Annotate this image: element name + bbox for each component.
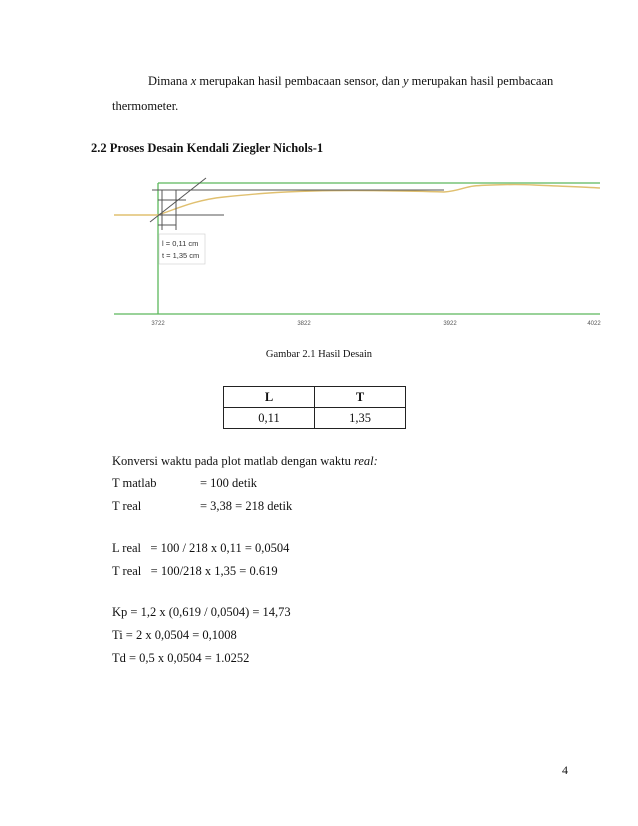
var-y: y [402,74,409,88]
annotation-t: t = 1,35 cm [162,251,200,260]
pid-line: Kp = 1,2 x (0,619 / 0,0504) = 14,73 [112,605,291,619]
lt-table [223,386,406,429]
intro-text: Dimana [148,74,191,88]
intro-text-post: merupakan hasil pembacaan [408,74,554,88]
response-chart [114,170,602,330]
conversion-row [112,476,257,491]
intro-text-mid: merupakan hasil pembacaan sensor, dan [196,74,403,88]
response-curve [158,185,600,215]
conversion-intro-text: Konversi waktu pada plot matlab dengan waktu [112,454,354,468]
calc-line: T real = 100/218 x 1,35 = 0.619 [112,564,278,578]
intro-line-1 [148,74,553,89]
var-x: x [190,74,197,88]
conversion-row [112,499,292,514]
pid-line: Td = 0,5 x 0,0504 = 1.0252 [112,651,250,665]
x-tick: 3922 [443,321,457,327]
table-header-t: T [315,387,406,408]
table-header-l: L [224,387,315,408]
conversion-intro-italic: real: [353,454,378,468]
conversion-value: = 3,38 = 218 detik [200,499,293,513]
table-cell-t: 1,35 [315,408,406,429]
x-tick: 3822 [297,321,311,327]
page-number: 4 [562,763,568,777]
intro-line-2: thermometer. [112,99,179,113]
section-heading: 2.2 Proses Desain Kendali Ziegler Nichols-1 [91,141,324,155]
conversion-label: T matlab [112,476,157,490]
annotation-l: l = 0,11 cm [162,239,199,248]
pid-line: Ti = 2 x 0,0504 = 0,1008 [112,628,237,642]
conversion-intro [112,454,378,469]
calc-line: L real = 100 / 218 x 0,11 = 0,0504 [112,541,290,555]
conversion-value: = 100 detik [200,476,258,490]
x-tick: 4022 [587,321,601,327]
figure-caption: Gambar 2.1 Hasil Desain [265,349,373,360]
conversion-label: T real [112,499,142,513]
table-cell-l: 0,11 [224,408,315,429]
x-tick: 3722 [151,321,165,327]
